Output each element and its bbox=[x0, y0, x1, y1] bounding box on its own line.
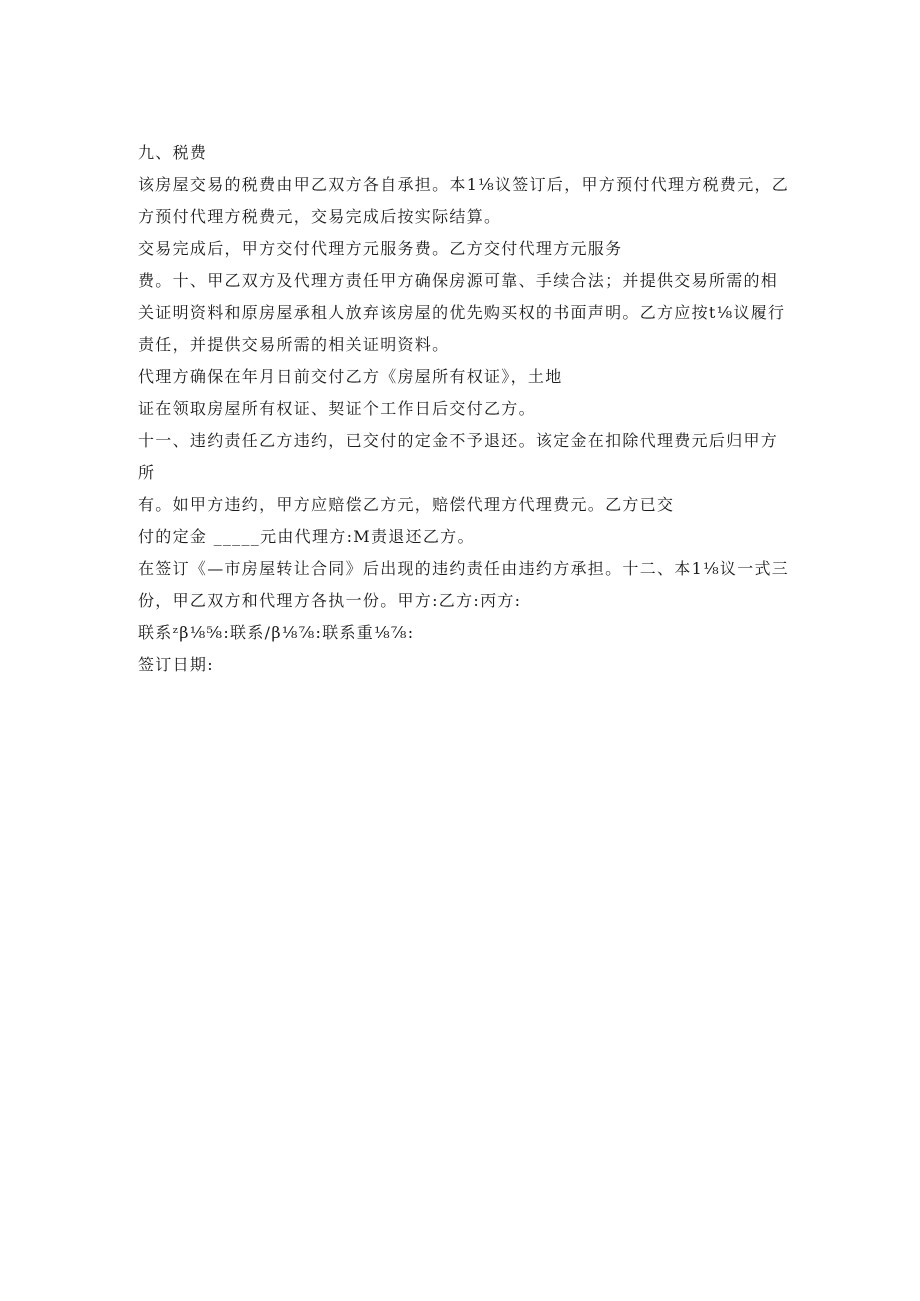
paragraph-line: 付的定金 _____元由代理方:M责退还乙方。 bbox=[138, 527, 475, 546]
document-body bbox=[138, 139, 788, 683]
paragraph-line: 代理方确保在年月日前交付乙方《房屋所有权证》，土地 bbox=[138, 367, 563, 386]
section-heading-taxes: 九、税费 bbox=[138, 143, 208, 162]
paragraph-line: 责任，并提供交易所需的相关证明资料。 bbox=[138, 335, 450, 354]
paragraph-line: 费。十、甲乙双方及代理方责任甲方确保房源可靠、手续合法；并提供交易所需的相 bbox=[138, 271, 779, 290]
paragraph-line: 交易完成后，甲方交付代理方元服务费。乙方交付代理方元服务 bbox=[138, 239, 623, 258]
paragraph-line: 有。如甲方违约，甲方应赔偿乙方元，赔偿代理方代理费元。乙方已交 bbox=[138, 495, 675, 514]
paragraph-line: 关证明资料和原房屋承租人放弃该房屋的优先购买权的书面声明。乙方应按t⅛议履行 bbox=[138, 303, 786, 322]
paragraph-line: 证在领取房屋所有权证、契证个工作日后交付乙方。 bbox=[138, 399, 536, 418]
paragraph-line: 方预付代理方税费元，交易完成后按实际结算。 bbox=[138, 207, 502, 226]
paragraph-line: 十一、违约责任乙方违约，已交付的定金不予退还。该定金在扣除代理费元后归甲方 bbox=[138, 431, 779, 450]
signing-date-line: 签订日期: bbox=[138, 655, 214, 674]
contact-line: 联系ᶻβ⅛⅝:联系/β⅛⅞:联系重⅛⅞: bbox=[138, 623, 415, 642]
paragraph-line: 份，甲乙双方和代理方各执一份。甲方:乙方:丙方: bbox=[138, 591, 522, 610]
paragraph-line: 该房屋交易的税费由甲乙双方各自承担。本1⅛议签订后，甲方预付代理方税费元，乙 bbox=[138, 175, 790, 194]
paragraph-line: 在签订《—市房屋转让合同》后出现的违约责任由违约方承担。十二、本1⅛议一式三 bbox=[138, 559, 790, 578]
paragraph-line: 所 bbox=[138, 463, 156, 482]
